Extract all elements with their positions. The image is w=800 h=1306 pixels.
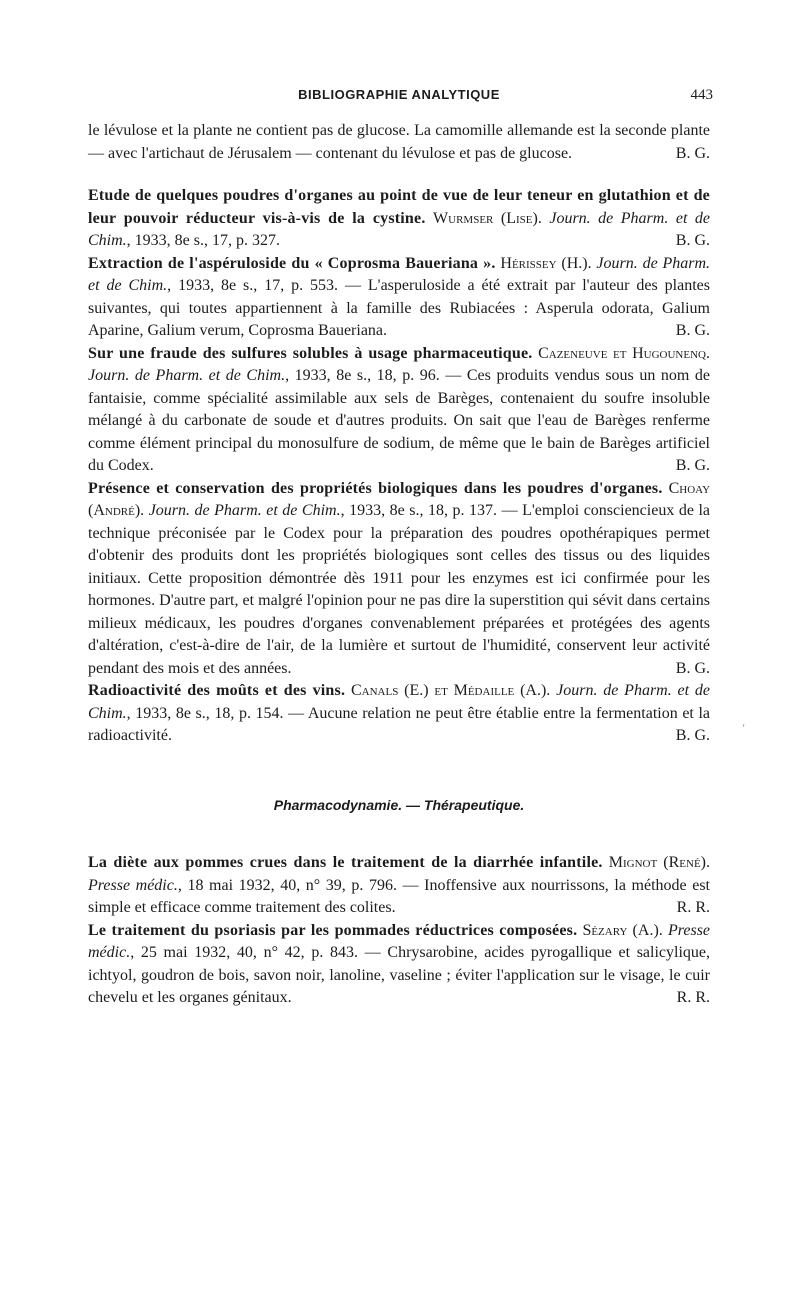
entry-source: Presse médic.	[88, 876, 178, 894]
entry-source: Journ. de Pharm. et de Chim.	[88, 682, 710, 722]
entry-text: — Inoffensive aux nourrissons, la méthode est simple et efficace comme traitement des colites.	[88, 876, 710, 916]
entry-title: Le traitement du psoriasis par les pommades réductrices composées.	[88, 921, 578, 939]
page-number: 443	[690, 87, 713, 103]
entry-title: Etude de quelques poudres d'organes au point de vue de leur teneur en glutathion et de leur pouvoir réducteur vis-à-vis de la cystine.	[88, 187, 710, 227]
entry-citation: , 18 mai 1932, 40, n° 39, p. 796.	[177, 876, 397, 894]
entry-poudres-organes	[88, 478, 710, 681]
entry-title: La diète aux pommes crues dans le traitement de la diarrhée infantile.	[88, 854, 603, 871]
entry-title: Extraction de l'aspéruloside du « Coprosma Baueriana ».	[88, 254, 496, 272]
article-column	[88, 120, 710, 1010]
entry-citation: , 1933, 8e s., 18, p. 154.	[126, 704, 284, 722]
entry-citation: , 1933, 8e s., 17, p. 327.	[126, 232, 280, 249]
entry-text: — Chrysarobine, acides pyrogallique et salicylique, ichtyol, goudron de bois, savon noir, lanoline, vaseline ; éviter l'application sur le visage, le cuir chevelu et les organes génitaux.	[88, 944, 711, 1006]
entry-title: Radioactivité des moûts et des vins.	[88, 682, 346, 699]
entry-citation: , 1933, 8e s., 18, p. 96.	[285, 367, 440, 384]
entry-signature: B. G.	[675, 659, 710, 677]
entry-citation: , 1933, 8e s., 18, p. 137.	[340, 502, 498, 519]
section-heading: Pharmacodynamie. — Thérapeutique.	[273, 796, 525, 813]
entry-author: Wurmser (Lise).	[433, 209, 542, 227]
entry-source: Journ. de Pharm. et de Chim.	[148, 502, 341, 519]
entry-glutathion	[88, 185, 710, 253]
entry-signature: R. R.	[676, 989, 710, 1006]
entry-asperuloside	[88, 253, 710, 343]
entry-text: — L'emploi consciencieux de la technique préconisée par le Codex pour la préparation des poudres opothérapiques permet d'obtenir des produits dont les propriétés biologiques sont celles des tissus ou des liquides initiaux. Cette proposition démontrée dès 1911 pour les enzymes est ici confirmée pour les hormones. D'autre part, et malgré l'opinion pour ne pas dire la superstition qui sévit dans certains milieux médicaux, les poudres d'organes convenablement préparées et protégées des agents d'altération, c'est-à-dire de l'air, de la lumière et surtout de l'humidité, conservent leur activité pendant des mois et des années.	[88, 502, 711, 677]
entry-source: Presse médic.	[88, 921, 711, 961]
margin-mark: ‘	[742, 723, 746, 734]
entry-author: Canals (E.) et Médaille (A.).	[350, 682, 551, 699]
entry-source: Journ. de Pharm. et de Chim.	[88, 254, 711, 294]
entry-signature: B. G.	[675, 144, 710, 162]
entry-author: Cazeneuve et Hugounenq.	[538, 344, 710, 362]
entry-signature: R. R.	[676, 899, 710, 916]
entry-signature: B. G.	[675, 322, 710, 339]
entry-text: — Ces produits vendus sous un nom de fantaisie, comme spécialité assimilable aux sels de Barèges, contenaient du soufre insoluble mélangé à du carbonate de soude et d'autres produits. On sait que l'eau de Barèges renferme comme élément principal du monosulfure de sodium, de même que le bain de Barèges artificiel du Codex.	[88, 367, 710, 474]
entry-diete-pommes	[88, 852, 710, 920]
entry-author: Sézary (A.).	[582, 921, 663, 939]
entry-author: Choay (André).	[88, 479, 711, 519]
entry-author: Mignot (René).	[608, 854, 711, 871]
entry-text: — Aucune relation ne peut être établie entre la fermentation et la radioactivité.	[88, 704, 711, 744]
entry-citation: , 25 mai 1932, 40, n° 42, p. 843.	[130, 944, 359, 961]
entry-source: Journ. de Pharm. et de Chim.	[88, 367, 286, 384]
entry-continuation	[88, 120, 710, 165]
entry-source: Journ. de Pharm. et de Chim.	[88, 209, 710, 249]
running-head-title: BIBLIOGRAPHIE ANALYTIQUE	[298, 87, 500, 102]
entry-title: Sur une fraude des sulfures solubles à usage pharmaceutique.	[88, 344, 533, 362]
entry-author: Hérissey (H.).	[500, 254, 592, 272]
entry-title: Présence et conservation des propriétés biologiques dans les poudres d'organes.	[88, 479, 663, 497]
entry-radioactivite	[88, 680, 710, 748]
entry-signature: B. G.	[675, 232, 710, 249]
entry-sulfures	[88, 343, 710, 478]
entry-text: — L'asperuloside a été extrait par l'auteur des plantes suivantes, qui toutes appartiennent à la famille des Rubiacées : Asperula odorata, Galium Aparine, Galium verum, Coprosma Baueriana.	[88, 277, 711, 339]
entry-signature: B. G.	[675, 727, 710, 744]
entry-psoriasis	[88, 920, 710, 1010]
entry-signature: B. G.	[675, 457, 710, 474]
running-head	[85, 84, 713, 106]
entry-citation: , 1933, 8e s., 17, p. 553.	[167, 277, 339, 294]
entry-text: le lévulose et la plante ne contient pas de glucose. La camomille allemande est la seconde plante — avec l'artichaut de Jérusalem — contenant du lévulose et pas de glucose.	[88, 122, 710, 162]
